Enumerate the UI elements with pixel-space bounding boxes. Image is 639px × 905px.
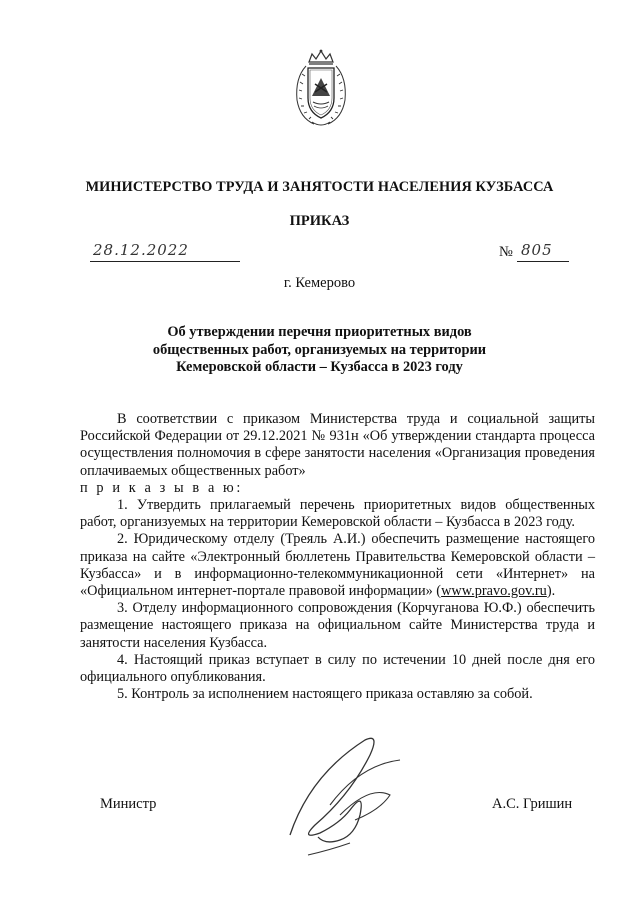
date-field (90, 241, 240, 262)
item-5: 5. Контроль за исполнением настоящего приказа оставляю за собой. (117, 686, 533, 703)
document-title (150, 324, 489, 377)
number-field (517, 241, 569, 262)
signatory-name: А.С. Гришин (492, 796, 573, 812)
title-line: общественных работ, организуемых на территории (152, 341, 487, 358)
signatory-position: Министр (100, 796, 157, 812)
coat-of-arms-emblem (292, 48, 350, 130)
item-2 (80, 531, 595, 600)
title-line: Об утверждении перечня приоритетных видов (167, 324, 472, 340)
orders-word: п р и к а з ы в а ю: (80, 479, 243, 496)
item-1: 1. Утвердить прилагаемый перечень приоритетных видов общественных работ, организуемых на территории Кемеровской области – Кузбасса в 2023 году. (80, 497, 595, 531)
handwritten-signature (270, 715, 420, 865)
intro-paragraph: В соответствии с приказом Министерства труда и социальной защиты Российской Федерации от 29.12.2021 № 931н «Об утверждении стандарта процесса осуществления полномочия в сфере занятости населения «Организация проведения оплачиваемых общественных работ» (80, 411, 595, 479)
handwritten-number: 805 (521, 241, 553, 259)
number-label: № (499, 244, 513, 260)
item-2-text: 2. Юридическому отделу (Треяль А.И.) обеспечить размещение настоящего приказа на сайте «Электронный бюллетень Правительства Кемеровской области – Кузбасса» и в информационно-телекоммуникационной сети «Интернет» на «Официальном интернет-портале правовой информации» ( (80, 531, 595, 600)
handwritten-date: 28.12.2022 (93, 241, 189, 259)
ministry-name: МИНИСТЕРСТВО ТРУДА И ЗАНЯТОСТИ НАСЕЛЕНИЯ КУЗБАССА (85, 179, 554, 195)
item-4: 4. Настоящий приказ вступает в силу по истечении 10 дней после дня его официального опубликования. (80, 651, 595, 686)
pravo-link[interactable]: www.pravo.gov.ru (441, 583, 547, 600)
title-line: Кемеровской области – Кузбасса в 2023 году (176, 359, 463, 375)
document-type: ПРИКАЗ (289, 213, 350, 229)
item-3: 3. Отделу информационного сопровождения (Корчуганова Ю.Ф.) обеспечить размещение настоящего приказа на официальном сайте Министерства труда и занятости населения Кузбасса. (80, 600, 595, 651)
document-body (80, 411, 595, 703)
item-2-end: ). (546, 583, 556, 600)
city: г. Кемерово (283, 275, 356, 291)
